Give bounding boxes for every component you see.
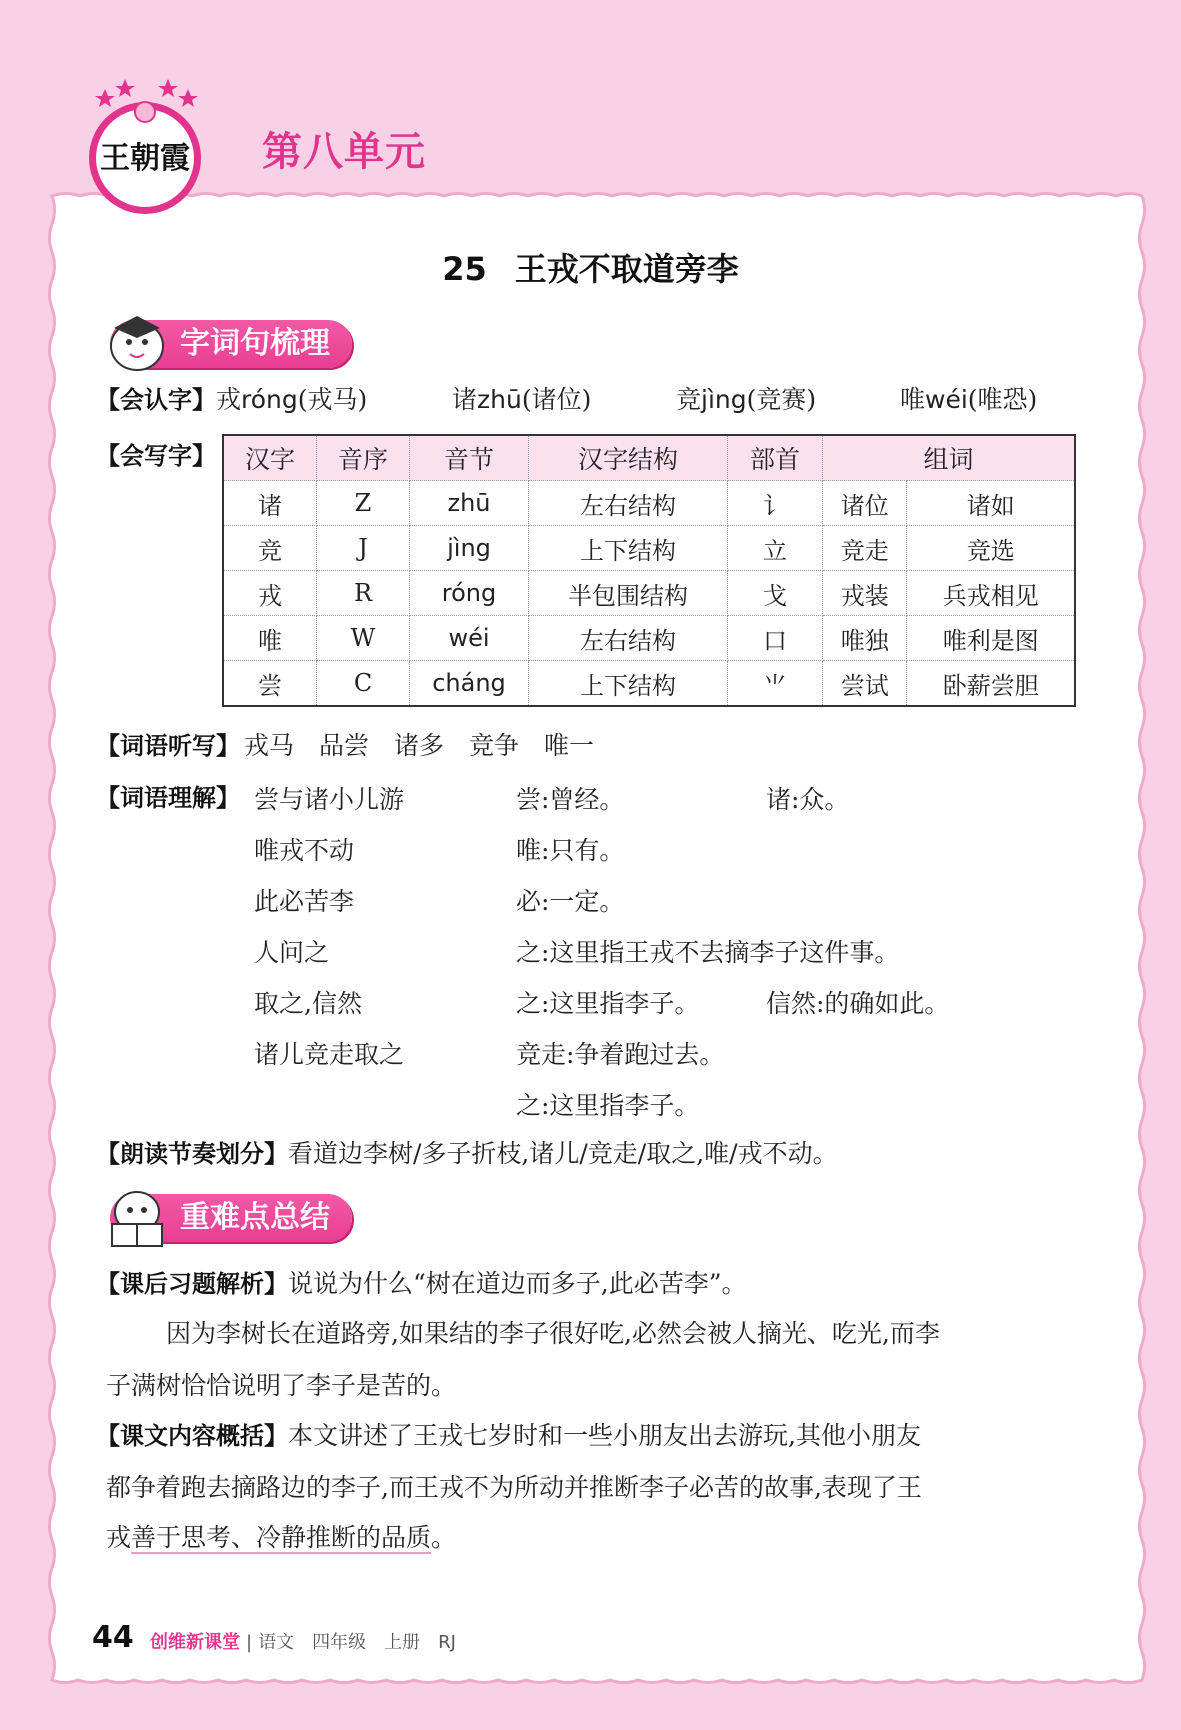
table-cell: 立 [728, 526, 823, 571]
table-row [223, 526, 1075, 571]
table-row [223, 571, 1075, 616]
read-char-2 [452, 380, 591, 416]
table-cell: 唯利是图 [907, 616, 1075, 661]
table-cell: 唯 [223, 616, 317, 661]
table-cell: 卧薪尝胆 [907, 661, 1075, 707]
table-header-row [223, 435, 1075, 481]
write-chars-label: 【会写字】 [96, 442, 216, 470]
summary-line3 [106, 1518, 456, 1554]
table-cell: 竞走 [823, 526, 907, 571]
read-char-3-pinyin: jìng [701, 385, 747, 414]
read-char-4-pinyin: wéi [925, 385, 968, 414]
exercise-answer-line2: 子满树恰恰说明了李子是苦的。 [106, 1371, 457, 1400]
table-cell: wéi [410, 616, 529, 661]
table-cell: 讠 [728, 481, 823, 526]
unit-title: 第八单元 [262, 129, 426, 175]
table-cell: jìng [410, 526, 529, 571]
table-cell: 左右结构 [529, 616, 728, 661]
table-cell: ⺌ [728, 661, 823, 707]
read-char-2-word: (诸位) [521, 385, 592, 414]
dictation-label: 【词语听写】 [96, 732, 240, 760]
read-char-1-char: 戎 [216, 385, 242, 414]
summary-line3-start: 戎 [106, 1523, 132, 1552]
lesson-name: 王戎不取道旁李 [514, 250, 739, 288]
table-cell: Z [317, 481, 410, 526]
table-cell: R [317, 571, 410, 616]
understanding-label: 【词语理解】 [96, 784, 240, 812]
table-cell: 诸位 [823, 481, 907, 526]
footer-book: 语文 四年级 上册 RJ [258, 1632, 456, 1653]
understanding-extra: 诸:众。 [766, 785, 850, 814]
understanding-phrase: 诸儿竞走取之 [254, 1040, 405, 1069]
table-cell: 兵戎相见 [907, 571, 1075, 616]
summary-line3-end: 。 [431, 1523, 457, 1552]
summary-highlight: 善于思考、冷静推断的品质 [131, 1523, 432, 1552]
exercise-label: 【课后习题解析】 [96, 1270, 288, 1298]
table-header: 组词 [823, 435, 1076, 481]
rhythm-label: 【朗读节奏划分】 [96, 1140, 288, 1168]
table-cell: 戈 [728, 571, 823, 616]
understanding-phrase: 此必苦李 [254, 887, 355, 916]
summary-row [96, 1416, 921, 1452]
read-char-2-pinyin: zhū [477, 385, 522, 414]
footer-brand: 创维新课堂 [150, 1632, 240, 1653]
read-char-3-word: (竞赛) [746, 385, 817, 414]
read-char-4-word: (唯恐) [967, 385, 1038, 414]
table-cell: 上下结构 [529, 661, 728, 707]
read-char-3-char: 竞 [676, 385, 702, 414]
table-cell: 诸 [223, 481, 317, 526]
mascot-icon [102, 308, 172, 378]
read-char-3 [676, 380, 816, 416]
section-pill-vocab [110, 320, 352, 368]
table-cell: 半包围结构 [529, 571, 728, 616]
understanding-phrase: 尝与诸小儿游 [254, 785, 405, 814]
read-chars-row [96, 380, 216, 415]
table-header: 汉字 [223, 435, 317, 481]
rhythm-text: 看道边李树/多子折枝,诸儿/竞走/取之,唯/戎不动。 [288, 1139, 838, 1168]
table-cell: 戎 [223, 571, 317, 616]
understanding-explain: 必:一定。 [516, 887, 625, 916]
table-cell: 上下结构 [529, 526, 728, 571]
understanding-phrase: 唯戎不动 [254, 836, 355, 865]
table-cell: W [317, 616, 410, 661]
read-char-1-word: (戎马) [297, 385, 368, 414]
table-cell: 尝 [223, 661, 317, 707]
table-cell: 竞 [223, 526, 317, 571]
section-pill-summary [110, 1194, 352, 1242]
understanding-phrase: 人问之 [254, 938, 330, 967]
footer-info: 创维新课堂 | 语文 四年级 上册 RJ [150, 1632, 456, 1653]
table-row [223, 616, 1075, 661]
table-header: 汉字结构 [529, 435, 728, 481]
table-cell: 口 [728, 616, 823, 661]
read-char-2-char: 诸 [452, 385, 478, 414]
table-cell: 左右结构 [529, 481, 728, 526]
dictation-row [96, 726, 594, 762]
table-cell: zhū [410, 481, 529, 526]
understanding-phrase: 取之,信然 [254, 989, 362, 1018]
lesson-number: 25 [442, 250, 487, 288]
read-char-1-pinyin: róng [241, 385, 298, 414]
summary-line1: 本文讲述了王戎七岁时和一些小朋友出去游玩,其他小朋友 [288, 1421, 921, 1450]
summary-line2: 都争着跑去摘路边的李子,而王戎不为所动并推断李子必苦的故事,表现了王 [106, 1473, 922, 1502]
table-cell: cháng [410, 661, 529, 707]
mascot-reading-icon [102, 1182, 172, 1252]
table-cell: 唯独 [823, 616, 907, 661]
exercise-row [96, 1264, 747, 1300]
table-cell: C [317, 661, 410, 707]
exercise-answer-line1: 因为李树长在道路旁,如果结的李子很好吃,必然会被人摘光、吃光,而李 [166, 1319, 940, 1348]
table-row [223, 481, 1075, 526]
understanding-explain: 竞走:争着跑过去。 [516, 1040, 725, 1069]
page-number: 44 [92, 1620, 134, 1655]
table-cell: 诸如 [907, 481, 1075, 526]
read-char-4-char: 唯 [900, 385, 926, 414]
understanding-explain: 尝:曾经。 [516, 785, 625, 814]
table-header: 音序 [317, 435, 410, 481]
understanding-explain: 唯:只有。 [516, 836, 625, 865]
table-cell: J [317, 526, 410, 571]
understanding-explain: 之:这里指李子。 [516, 1091, 700, 1120]
table-header: 部首 [728, 435, 823, 481]
dictation-words: 戎马 品尝 诸多 竞争 唯一 [244, 731, 595, 760]
lesson-title [0, 244, 1181, 290]
read-chars-label: 【会认字】 [96, 386, 216, 414]
rhythm-row [96, 1134, 838, 1170]
table-cell: róng [410, 571, 529, 616]
section-title-summary: 重难点总结 [180, 1200, 330, 1235]
understanding-explain: 之:这里指李子。 [516, 989, 700, 1018]
table-cell: 戎装 [823, 571, 907, 616]
table-header: 音节 [410, 435, 529, 481]
table-row [223, 661, 1075, 707]
write-chars-table [222, 434, 1076, 707]
read-char-1 [216, 380, 367, 416]
table-cell: 竞选 [907, 526, 1075, 571]
read-char-4 [900, 380, 1037, 416]
understanding-extra: 信然:的确如此。 [766, 989, 950, 1018]
table-cell: 尝试 [823, 661, 907, 707]
logo-text: 王朝霞 [100, 141, 190, 176]
understanding-explain: 之:这里指王戎不去摘李子这件事。 [516, 938, 900, 967]
exercise-question: 说说为什么“树在道边而多子,此必苦李”。 [288, 1269, 747, 1298]
section-title-vocab: 字词句梳理 [180, 326, 330, 361]
summary-label: 【课文内容概括】 [96, 1422, 288, 1450]
